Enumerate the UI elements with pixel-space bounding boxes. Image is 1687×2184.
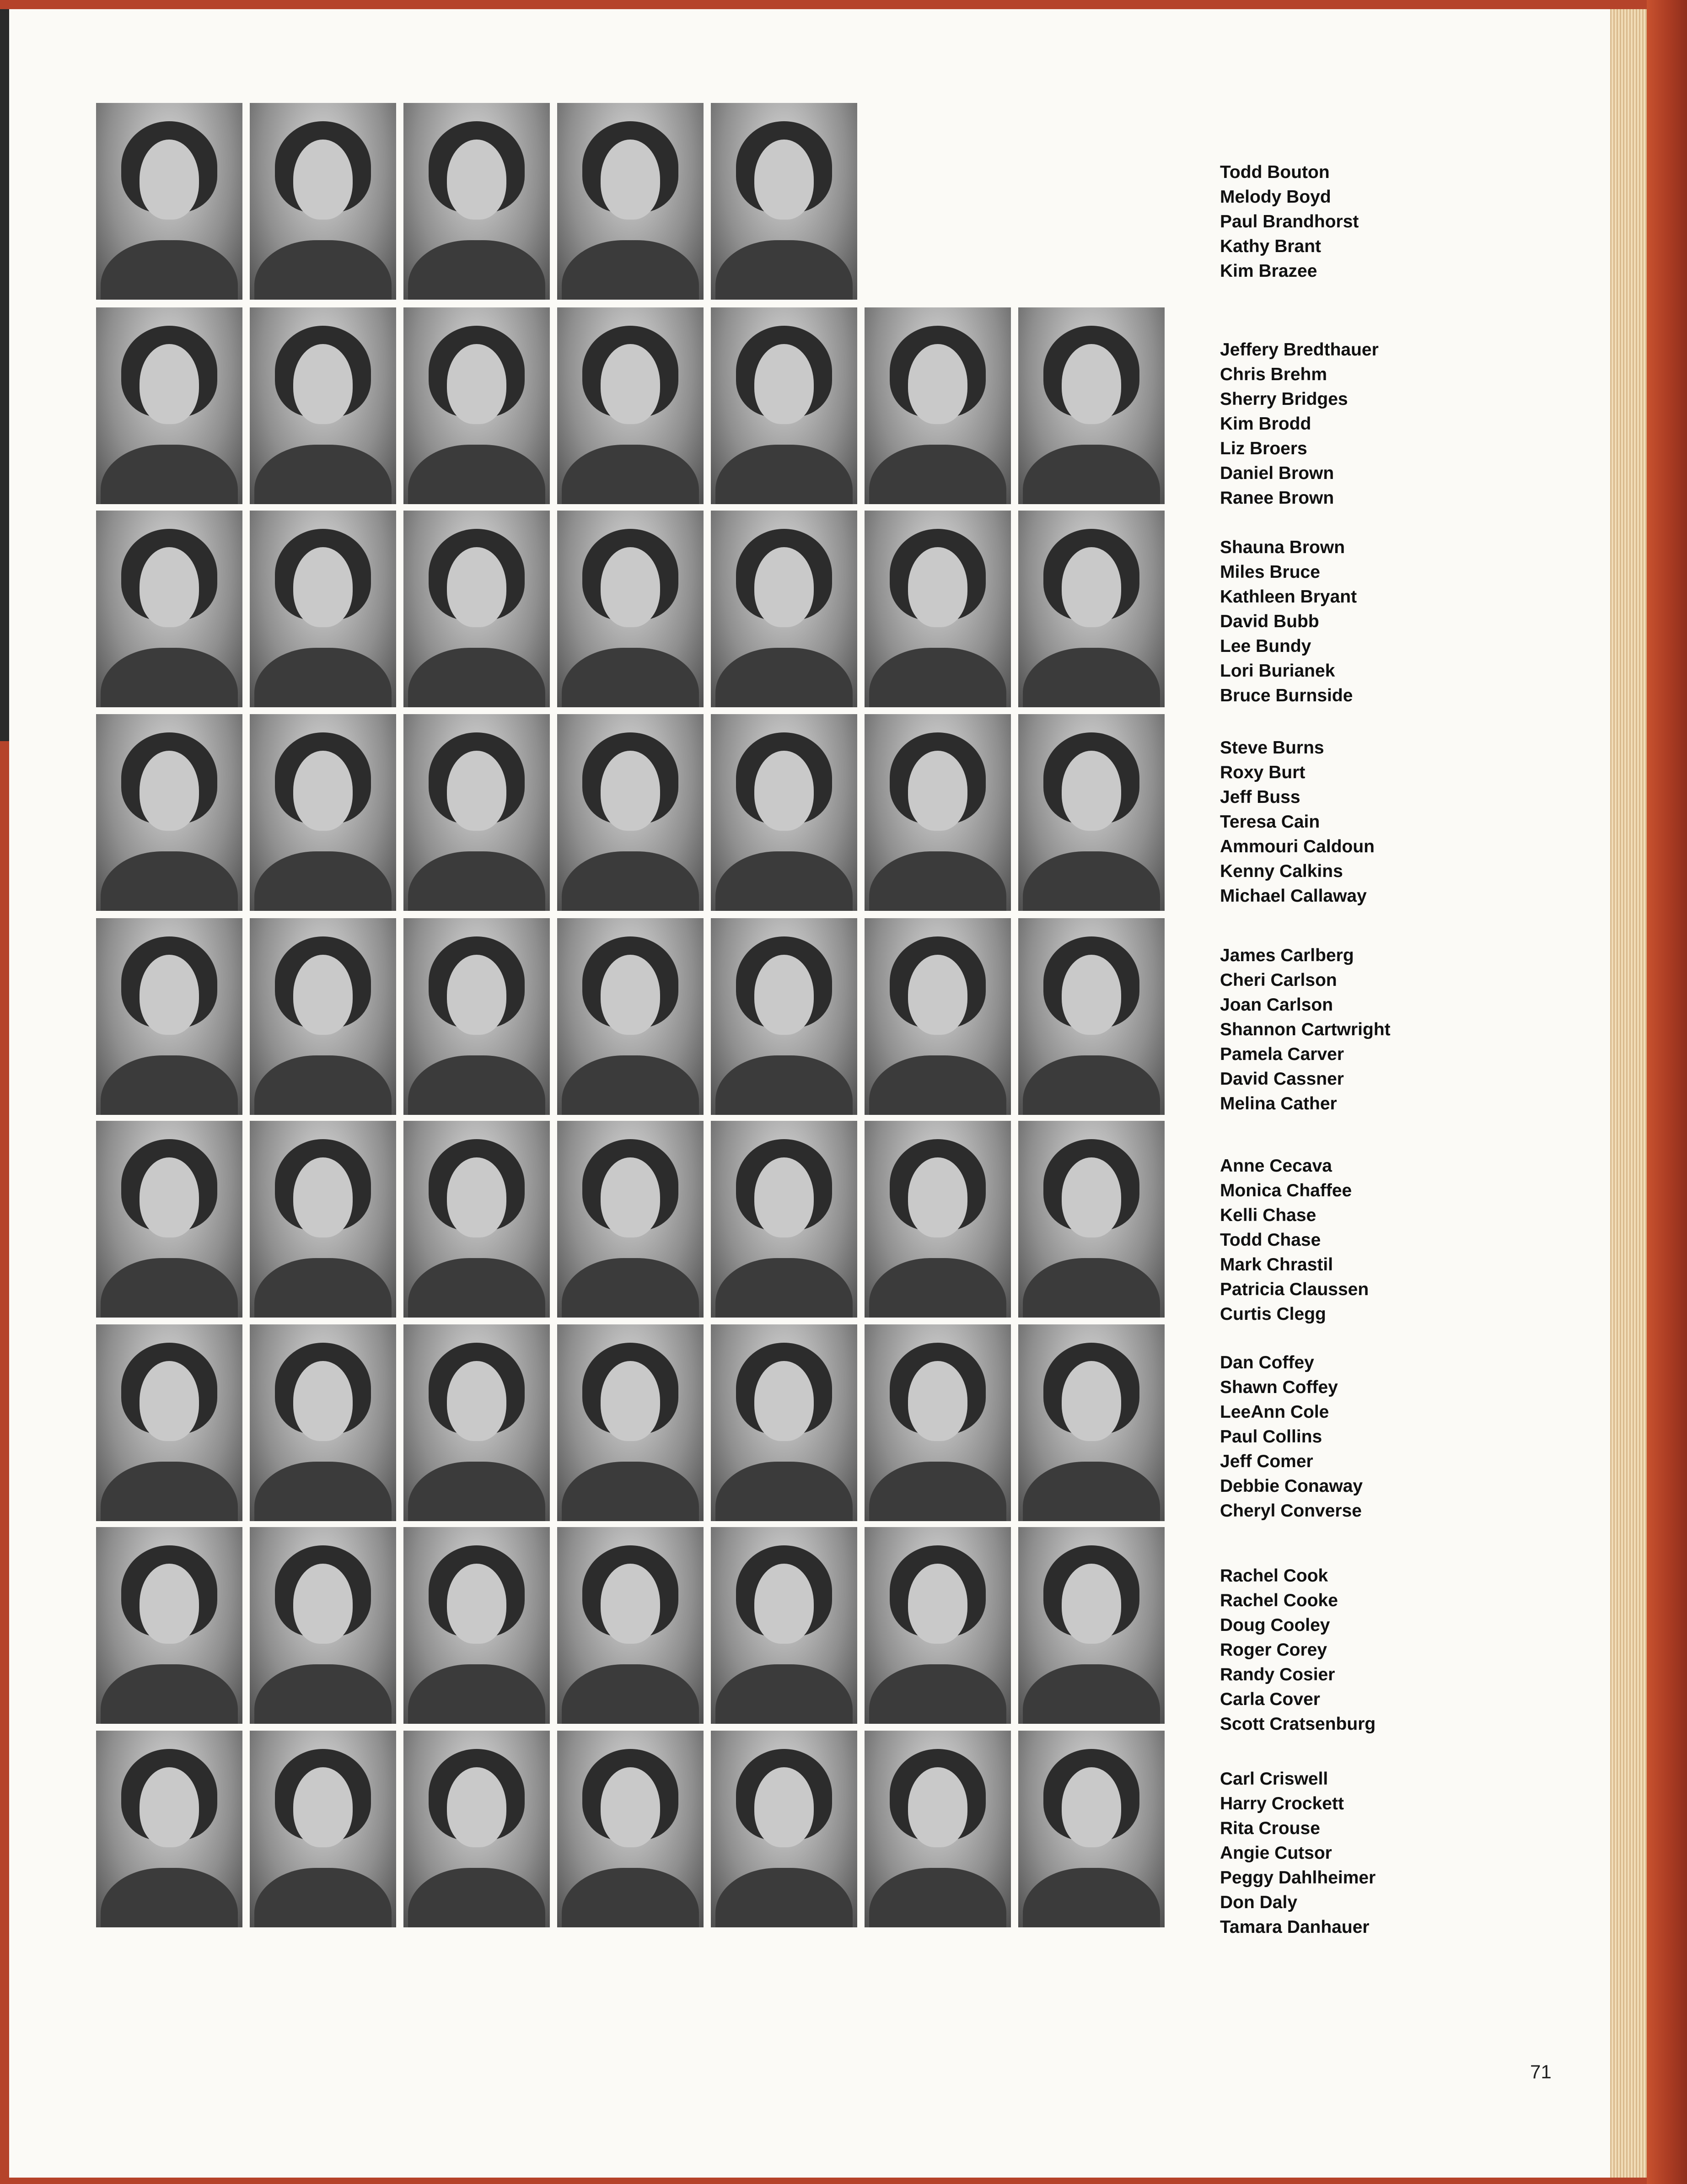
portrait-shoulders [408,851,545,911]
portrait-face [140,1564,199,1644]
portrait-face [754,751,814,831]
portrait-face [447,751,506,831]
portrait-photo [711,1324,857,1521]
portrait-shoulders [869,1664,1006,1724]
student-name: Chris Brehm [1220,365,1327,384]
portrait-shoulders [869,1462,1006,1521]
student-name: Cheri Carlson [1220,970,1337,990]
portrait-photo [403,307,550,504]
portrait-face [447,1767,506,1847]
student-name: Ammouri Caldoun [1220,837,1375,856]
portrait-face [1062,751,1121,831]
student-name: Roxy Burt [1220,763,1306,782]
portrait-shoulders [254,648,392,707]
portrait-shoulders [254,1664,392,1724]
portrait-photo [711,1731,857,1927]
portrait-photo [1018,918,1165,1115]
student-name: Todd Chase [1220,1230,1321,1250]
student-name: Teresa Cain [1220,812,1320,832]
portrait-photo [250,511,396,707]
student-name: Ranee Brown [1220,488,1334,508]
portrait-face [447,547,506,627]
portrait-face [601,140,660,220]
portrait-face [293,751,353,831]
portrait-face [140,344,199,424]
portrait-shoulders [715,851,853,911]
portrait-photo [403,1527,550,1724]
student-name: Rita Crouse [1220,1818,1320,1838]
portrait-face [754,547,814,627]
portrait-photo [557,1527,704,1724]
portrait-face [293,1564,353,1644]
portrait-shoulders [408,1868,545,1927]
portrait-row [96,1731,1165,1927]
portrait-shoulders [408,1055,545,1115]
student-name: Rachel Cook [1220,1566,1328,1586]
portrait-shoulders [101,1664,238,1724]
student-name: Paul Brandhorst [1220,212,1359,231]
student-name: Roger Corey [1220,1640,1327,1660]
portrait-shoulders [1023,851,1160,911]
portrait-shoulders [562,445,699,504]
portrait-photo [403,1731,550,1927]
portrait-face [1062,547,1121,627]
portrait-row [96,1527,1165,1724]
portrait-face [754,1767,814,1847]
portrait-shoulders [869,1258,1006,1318]
portrait-photo [711,1121,857,1318]
portrait-photo [557,1324,704,1521]
portrait-face [293,344,353,424]
student-name: Lee Bundy [1220,636,1311,656]
portrait-shoulders [869,648,1006,707]
left-page-spine [0,9,9,741]
portrait-shoulders [869,851,1006,911]
portrait-photo [96,511,242,707]
portrait-photo [96,307,242,504]
portrait-photo [711,103,857,300]
portrait-shoulders [101,1055,238,1115]
portrait-face [293,955,353,1035]
portrait-shoulders [715,648,853,707]
student-name: Mark Chrastil [1220,1255,1333,1275]
student-name: Kenny Calkins [1220,861,1343,881]
portrait-shoulders [408,445,545,504]
portrait-face [293,1157,353,1237]
portrait-face [908,344,967,424]
portrait-face [908,955,967,1035]
portrait-shoulders [562,1868,699,1927]
portrait-face [293,1767,353,1847]
portrait-photo [711,1527,857,1724]
name-list [1220,535,1357,708]
name-list [1220,1767,1375,1940]
portrait-face [754,955,814,1035]
portrait-photo [250,1121,396,1318]
portrait-face [293,140,353,220]
portrait-row [96,1324,1165,1521]
student-name: Kathy Brant [1220,237,1322,256]
portrait-shoulders [715,1055,853,1115]
portrait-row [96,1121,1165,1318]
portrait-photo [865,714,1011,911]
yearbook-page [9,9,1610,2178]
portrait-shoulders [562,1258,699,1318]
student-name: Carla Cover [1220,1689,1320,1709]
portrait-shoulders [101,648,238,707]
portrait-face [908,1564,967,1644]
portrait-shoulders [254,240,392,300]
portrait-photo [711,307,857,504]
portrait-face [447,140,506,220]
student-name: Daniel Brown [1220,463,1334,483]
portrait-photo [403,103,550,300]
page-number: 71 [1530,2061,1552,2082]
portrait-row [96,714,1165,911]
student-name: Scott Cratsenburg [1220,1714,1376,1734]
portrait-shoulders [254,851,392,911]
portrait-face [754,140,814,220]
portrait-face [447,344,506,424]
name-list [1220,943,1391,1116]
student-name: Tamara Danhauer [1220,1917,1370,1937]
portrait-face [601,1361,660,1441]
student-name: LeeAnn Cole [1220,1402,1329,1422]
portrait-face [140,1767,199,1847]
portrait-photo [250,307,396,504]
student-name: Sherry Bridges [1220,389,1348,409]
student-name: Jeffery Bredthauer [1220,340,1379,360]
student-name: Curtis Clegg [1220,1304,1326,1324]
portrait-shoulders [408,648,545,707]
portrait-photo [865,1121,1011,1318]
portrait-shoulders [254,445,392,504]
student-name: Shannon Cartwright [1220,1020,1391,1039]
portrait-face [601,955,660,1035]
student-name: Lori Burianek [1220,661,1335,681]
book-cover-edge [1647,0,1687,2184]
student-name: Monica Chaffee [1220,1181,1352,1200]
portrait-face [754,344,814,424]
page-edges [1610,9,1647,2178]
portrait-face [140,1361,199,1441]
portrait-shoulders [1023,445,1160,504]
portrait-face [293,1361,353,1441]
portrait-shoulders [1023,648,1160,707]
student-name: Debbie Conaway [1220,1476,1363,1496]
portrait-photo [1018,1121,1165,1318]
portrait-photo [250,918,396,1115]
portrait-face [140,547,199,627]
portrait-photo [96,1324,242,1521]
portrait-shoulders [1023,1462,1160,1521]
portrait-shoulders [1023,1055,1160,1115]
portrait-face [601,344,660,424]
portrait-photo [557,714,704,911]
portrait-photo [1018,307,1165,504]
student-name: Melody Boyd [1220,187,1331,207]
portrait-face [140,955,199,1035]
portrait-photo [96,714,242,911]
portrait-shoulders [408,240,545,300]
portrait-face [1062,955,1121,1035]
name-list [1220,736,1375,909]
portrait-photo [250,1527,396,1724]
portrait-shoulders [254,1868,392,1927]
portrait-photo [865,918,1011,1115]
name-list [1220,338,1379,511]
portrait-face [601,751,660,831]
portrait-shoulders [869,1868,1006,1927]
student-name: Paul Collins [1220,1427,1322,1447]
portrait-face [908,751,967,831]
portrait-shoulders [101,1462,238,1521]
student-name: Kathleen Bryant [1220,587,1357,607]
student-name: Melina Cather [1220,1094,1337,1114]
student-name: Shawn Coffey [1220,1377,1338,1397]
portrait-face [447,1361,506,1441]
portrait-shoulders [101,1868,238,1927]
student-name: Cheryl Converse [1220,1501,1362,1521]
portrait-photo [250,1731,396,1927]
portrait-row [96,103,857,300]
student-name: Kim Brodd [1220,414,1311,434]
portrait-shoulders [1023,1868,1160,1927]
portrait-shoulders [254,1462,392,1521]
portrait-photo [557,1121,704,1318]
portrait-photo [403,714,550,911]
portrait-shoulders [715,445,853,504]
student-name: Anne Cecava [1220,1156,1332,1176]
portrait-shoulders [562,1664,699,1724]
portrait-photo [557,1731,704,1927]
portrait-shoulders [408,1258,545,1318]
portrait-photo [865,1527,1011,1724]
portrait-photo [403,1324,550,1521]
portrait-photo [711,714,857,911]
portrait-shoulders [408,1664,545,1724]
portrait-shoulders [562,1055,699,1115]
student-name: David Cassner [1220,1069,1344,1089]
portrait-shoulders [715,1664,853,1724]
portrait-shoulders [562,851,699,911]
portrait-shoulders [715,240,853,300]
student-name: Kim Brazee [1220,261,1317,281]
portrait-photo [96,918,242,1115]
portrait-shoulders [869,445,1006,504]
portrait-photo [711,918,857,1115]
portrait-photo [96,1731,242,1927]
portrait-face [293,547,353,627]
student-name: Pamela Carver [1220,1044,1344,1064]
portrait-face [601,547,660,627]
name-list [1220,1564,1375,1737]
student-name: Miles Bruce [1220,562,1320,582]
portrait-photo [865,1731,1011,1927]
portrait-photo [557,918,704,1115]
student-name: Jeff Comer [1220,1452,1313,1471]
portrait-face [1062,1564,1121,1644]
student-name: Angie Cutsor [1220,1843,1332,1863]
portrait-face [601,1564,660,1644]
portrait-face [601,1157,660,1237]
student-name: Shauna Brown [1220,538,1345,557]
student-name: Steve Burns [1220,738,1324,758]
portrait-shoulders [254,1258,392,1318]
portrait-photo [250,714,396,911]
portrait-shoulders [715,1258,853,1318]
portrait-photo [96,1121,242,1318]
portrait-photo [865,511,1011,707]
portrait-photo [403,918,550,1115]
portrait-photo [711,511,857,707]
student-name: Jeff Buss [1220,787,1300,807]
portrait-face [140,1157,199,1237]
portrait-face [447,1564,506,1644]
portrait-shoulders [408,1462,545,1521]
portrait-photo [96,1527,242,1724]
portrait-photo [403,511,550,707]
portrait-face [1062,1767,1121,1847]
student-name: David Bubb [1220,612,1319,631]
portrait-shoulders [562,1462,699,1521]
name-list [1220,160,1359,284]
portrait-photo [557,103,704,300]
portrait-shoulders [1023,1664,1160,1724]
portrait-face [1062,1157,1121,1237]
portrait-photo [96,103,242,300]
portrait-face [140,751,199,831]
portrait-face [140,140,199,220]
student-name: James Carlberg [1220,946,1354,965]
student-name: Patricia Claussen [1220,1280,1369,1299]
student-name: Michael Callaway [1220,886,1367,906]
portrait-photo [1018,1731,1165,1927]
portrait-photo [1018,714,1165,911]
portrait-shoulders [562,240,699,300]
portrait-shoulders [869,1055,1006,1115]
portrait-face [447,955,506,1035]
student-name: Peggy Dahlheimer [1220,1868,1376,1888]
student-name: Liz Broers [1220,439,1307,458]
portrait-face [754,1361,814,1441]
portrait-photo [557,511,704,707]
portrait-photo [865,1324,1011,1521]
portrait-photo [1018,1324,1165,1521]
portrait-face [908,1157,967,1237]
student-name: Joan Carlson [1220,995,1333,1015]
student-name: Randy Cosier [1220,1665,1335,1684]
portrait-photo [1018,1527,1165,1724]
portrait-shoulders [562,648,699,707]
portrait-face [1062,1361,1121,1441]
portrait-shoulders [101,1258,238,1318]
portrait-photo [250,1324,396,1521]
portrait-photo [250,103,396,300]
name-list [1220,1350,1363,1523]
portrait-face [1062,344,1121,424]
portrait-shoulders [101,851,238,911]
student-name: Harry Crockett [1220,1794,1344,1813]
portrait-face [908,547,967,627]
portrait-shoulders [1023,1258,1160,1318]
student-name: Kelli Chase [1220,1205,1316,1225]
portrait-row [96,307,1165,504]
portrait-face [601,1767,660,1847]
student-name: Todd Bouton [1220,162,1330,182]
student-name: Carl Criswell [1220,1769,1328,1789]
portrait-photo [557,307,704,504]
portrait-shoulders [715,1868,853,1927]
portrait-face [447,1157,506,1237]
student-name: Don Daly [1220,1893,1298,1912]
student-name: Rachel Cooke [1220,1591,1338,1610]
portrait-photo [403,1121,550,1318]
portrait-face [908,1767,967,1847]
student-name: Dan Coffey [1220,1353,1314,1372]
portrait-shoulders [101,240,238,300]
portrait-shoulders [254,1055,392,1115]
student-name: Bruce Burnside [1220,686,1353,705]
portrait-shoulders [101,445,238,504]
portrait-shoulders [715,1462,853,1521]
name-list [1220,1154,1369,1327]
portrait-row [96,511,1165,707]
portrait-photo [865,307,1011,504]
portrait-row [96,918,1165,1115]
portrait-face [908,1361,967,1441]
portrait-face [754,1157,814,1237]
student-name: Doug Cooley [1220,1615,1330,1635]
portrait-face [754,1564,814,1644]
portrait-photo [1018,511,1165,707]
